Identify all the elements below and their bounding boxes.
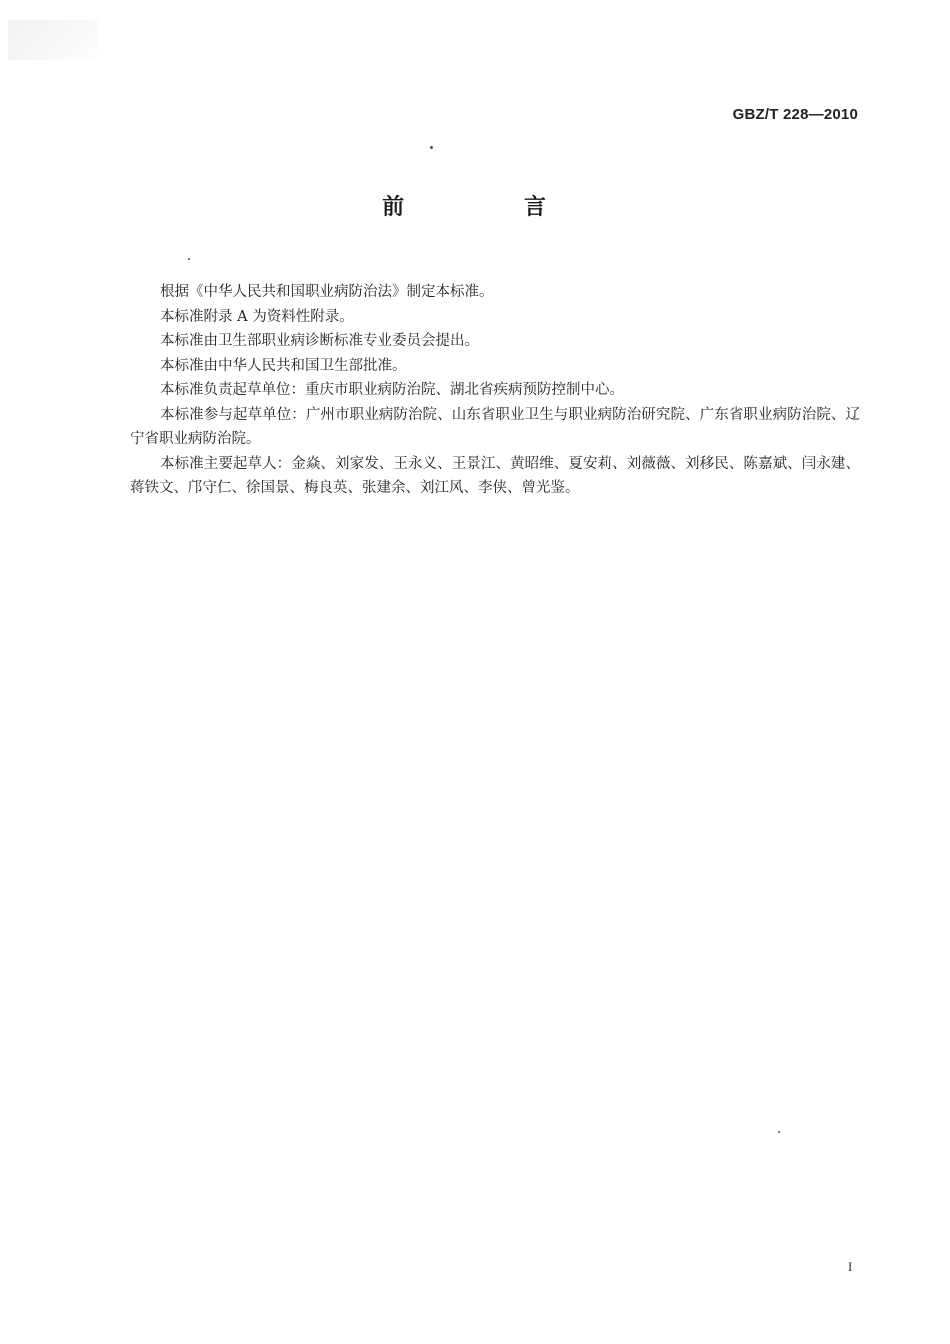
scan-speck xyxy=(430,146,433,149)
paragraph-main-authors: 本标准主要起草人：金焱、刘家发、王永义、王景江、黄昭维、夏安莉、刘薇薇、刘移民、陈嘉斌、闫永建、蒋铁文、邝守仁、徐国景、梅良英、张建余、刘江风、李侠、曾光鉴。 xyxy=(130,455,860,496)
paragraph-approver: 本标准由中华人民共和国卫生部批准。 xyxy=(160,357,407,374)
paragraph-proposer: 本标准由卫生部职业病诊断标准专业委员会提出。 xyxy=(160,333,479,349)
foreword-body xyxy=(130,280,860,501)
scan-speck xyxy=(778,1131,780,1133)
scan-speck xyxy=(188,258,190,260)
page-number: I xyxy=(848,1259,853,1274)
standard-number: GBZ/T 228—2010 xyxy=(732,106,858,123)
scan-artifact xyxy=(8,20,98,60)
paragraph-legal-basis: 根据《中华人民共和国职业病防治法》制定本标准。 xyxy=(160,284,494,300)
paragraph-appendix: 本标准附录 A 为资料性附录。 xyxy=(160,308,354,325)
paragraph-lead-drafters: 本标准负责起草单位：重庆市职业病防治院、湖北省疾病预防控制中心。 xyxy=(160,382,624,398)
page-title: 前 言 xyxy=(382,195,602,220)
paragraph-participating-drafters: 本标准参与起草单位：广州市职业病防治院、山东省职业卫生与职业病防治研究院、广东省职业病防治院、辽宁省职业病防治院。 xyxy=(130,406,860,447)
